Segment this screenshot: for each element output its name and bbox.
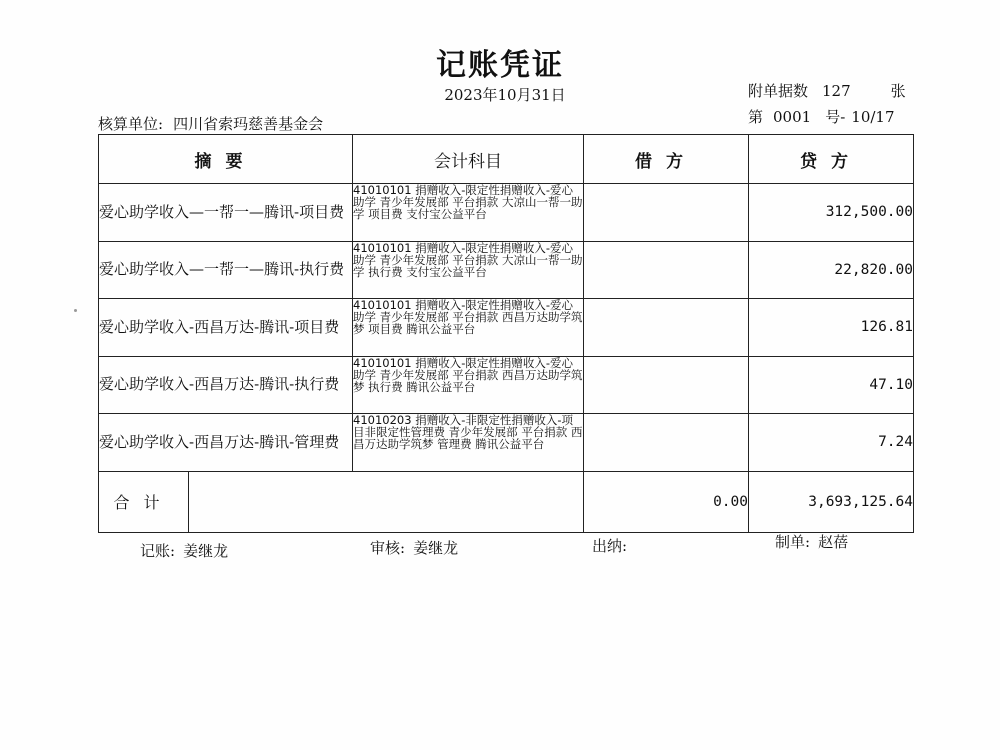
table-row: [99, 356, 914, 414]
total-debit: 0.00: [584, 471, 749, 532]
bookkeeper-signature: [140, 540, 228, 561]
total-blank: [189, 471, 584, 532]
row-account: 41010101 捐赠收入-限定性捐赠收入-爱心助学 青少年发展部 平台捐款 大凉山一帮一助学 项目费 支付宝公益平台: [353, 184, 584, 242]
bookkeeper-label: 记账:: [140, 542, 176, 560]
table-row: [99, 241, 914, 299]
row-credit: 7.24: [749, 414, 914, 472]
reviewer-name: 姜继龙: [413, 539, 459, 557]
header-summary: 摘要: [99, 135, 353, 184]
total-row: [99, 471, 914, 532]
accounting-unit: [98, 113, 323, 134]
voucher-date: 2023年10月31日: [444, 86, 566, 104]
reviewer-signature: [370, 537, 458, 558]
total-label: 合计: [99, 471, 189, 532]
row-debit: [584, 414, 749, 472]
header-account: 会计科目: [353, 135, 584, 184]
row-credit: 126.81: [749, 299, 914, 357]
voucher-no-suffix: 号-: [825, 108, 846, 126]
preparer-label: 制单:: [775, 533, 811, 551]
row-debit: [584, 299, 749, 357]
row-account: 41010101 捐赠收入-限定性捐赠收入-爱心助学 青少年发展部 平台捐款 西昌万达助学筑梦 项目费 腾讯公益平台: [353, 299, 584, 357]
row-account: 41010203 捐赠收入-非限定性捐赠收入-项目非限定性管理费 青少年发展部 平台捐款 西昌万达助学筑梦 管理费 腾讯公益平台: [353, 414, 584, 472]
row-account: 41010101 捐赠收入-限定性捐赠收入-爱心助学 青少年发展部 平台捐款 大凉山一帮一助学 执行费 支付宝公益平台: [353, 241, 584, 299]
voucher-no-prefix: 第: [748, 108, 764, 126]
preparer-signature: [775, 531, 848, 552]
voucher-no-number: 0001: [773, 108, 812, 126]
row-summary: 爱心助学收入—一帮一—腾讯-执行费: [99, 241, 353, 299]
row-debit: [584, 241, 749, 299]
total-credit: 3,693,125.64: [749, 471, 914, 532]
row-credit: 22,820.00: [749, 241, 914, 299]
unit-name: 四川省索玛慈善基金会: [173, 115, 324, 133]
voucher-table: [98, 134, 914, 533]
table-row: [99, 299, 914, 357]
preparer-name: 赵蓓: [818, 533, 849, 551]
row-summary: 爱心助学收入—一帮一—腾讯-项目费: [99, 184, 353, 242]
row-account: 41010101 捐赠收入-限定性捐赠收入-爱心助学 青少年发展部 平台捐款 西昌万达助学筑梦 执行费 腾讯公益平台: [353, 356, 584, 414]
row-credit: 312,500.00: [749, 184, 914, 242]
attachments-unit: 张: [890, 82, 906, 100]
table-row: [99, 184, 914, 242]
voucher-number: [748, 106, 895, 127]
cashier-signature: [592, 535, 627, 556]
table-header-row: [99, 135, 914, 184]
unit-label: 核算单位:: [98, 115, 164, 133]
attachments-count: 127: [822, 82, 851, 100]
row-credit: 47.10: [749, 356, 914, 414]
row-debit: [584, 184, 749, 242]
voucher-title: 记账凭证: [436, 48, 564, 83]
header-debit: 借方: [584, 135, 749, 184]
voucher-no-page: 10/17: [851, 108, 895, 126]
bookkeeper-name: 姜继龙: [183, 542, 229, 560]
reviewer-label: 审核:: [370, 539, 406, 557]
row-summary: 爱心助学收入-西昌万达-腾讯-管理费: [99, 414, 353, 472]
scan-speck: [74, 309, 77, 312]
row-summary: 爱心助学收入-西昌万达-腾讯-项目费: [99, 299, 353, 357]
attachments-label: 附单据数: [748, 82, 809, 100]
row-summary: 爱心助学收入-西昌万达-腾讯-执行费: [99, 356, 353, 414]
row-debit: [584, 356, 749, 414]
attachments-info: [748, 80, 906, 101]
table-row: [99, 414, 914, 472]
cashier-label: 出纳:: [592, 537, 628, 555]
header-credit: 贷方: [749, 135, 914, 184]
